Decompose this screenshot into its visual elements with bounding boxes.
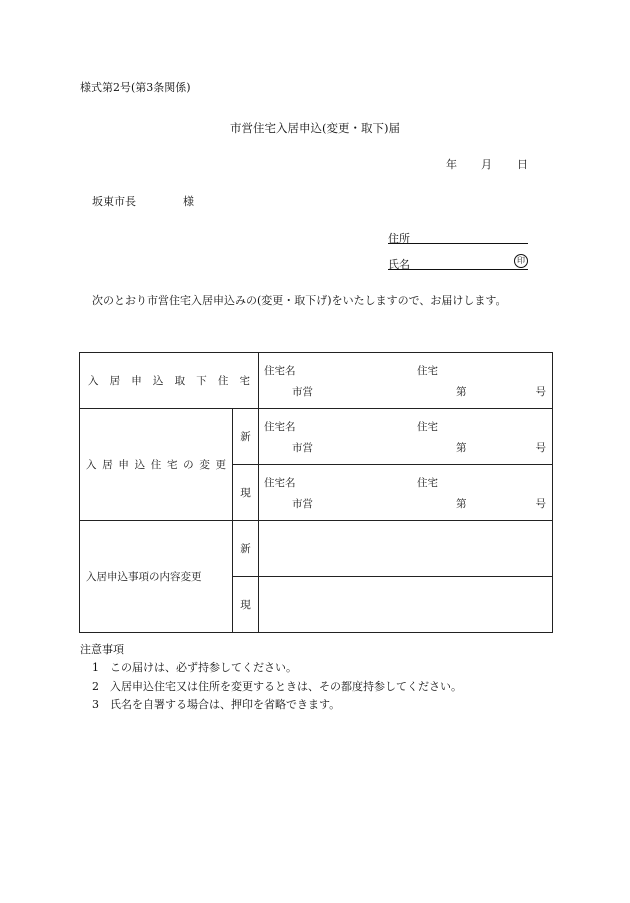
- label-char: 住: [217, 375, 229, 387]
- date-day-label: 日: [517, 158, 528, 171]
- date-year-label: 年: [446, 158, 457, 171]
- new-label: 新: [233, 521, 259, 577]
- number-suffix: 号: [535, 386, 546, 398]
- form-table: [79, 352, 553, 633]
- label-char: 込: [152, 375, 164, 387]
- note-item: 1 この届けは、必ず持参してください。: [92, 661, 297, 674]
- label-char: 申: [131, 375, 142, 387]
- number-prefix: 第: [456, 386, 467, 398]
- note-item: 3 氏名を自署する場合は、押印を省略できます。: [92, 698, 341, 711]
- house-cell: [259, 465, 553, 521]
- details-change-text: 入居申込事項の内容変更: [86, 571, 202, 583]
- label-char: 入: [86, 459, 97, 471]
- label-char: 居: [102, 459, 113, 471]
- addressee: 坂東市長: [92, 195, 136, 208]
- number-suffix: 号: [535, 442, 546, 454]
- house-cell: [259, 409, 553, 465]
- current-label: 現: [233, 577, 259, 633]
- form-number: 様式第2号(第3条関係): [80, 81, 191, 94]
- house-change-label: [80, 409, 233, 521]
- note-item: 2 入居申込住宅又は住所を変更するときは、その都度持参してください。: [92, 680, 462, 693]
- label-char: 宅: [166, 459, 178, 471]
- house-name-label: 住宅名: [264, 365, 296, 377]
- details-change-label: [80, 521, 233, 633]
- current-label: 現: [233, 465, 259, 521]
- label-char: 居: [109, 375, 121, 387]
- notes-title: 注意事項: [80, 643, 124, 656]
- table-row: [80, 409, 553, 465]
- label-char: 宅: [239, 375, 250, 387]
- label-char: 込: [134, 459, 146, 471]
- seal-mark: 印: [514, 254, 528, 268]
- label-char: 入: [88, 375, 99, 387]
- table-row: [80, 521, 553, 577]
- number-prefix: 第: [456, 442, 467, 454]
- date-month-label: 月: [481, 158, 492, 171]
- details-new-field[interactable]: [259, 521, 553, 577]
- name-label: 氏名: [388, 258, 410, 271]
- label-char: 申: [118, 459, 129, 471]
- house-label: 住宅: [417, 365, 438, 377]
- number-prefix: 第: [456, 498, 467, 510]
- name-line: [388, 269, 528, 270]
- label-char: 取: [174, 375, 186, 387]
- address-line: [388, 243, 528, 244]
- label-char: の: [183, 459, 194, 471]
- house-label: 住宅: [417, 421, 438, 433]
- house-label: 住宅: [417, 477, 438, 489]
- number-suffix: 号: [535, 498, 546, 510]
- house-name-label: 住宅名: [264, 477, 296, 489]
- city-label: 市営: [292, 386, 313, 398]
- label-char: 変: [199, 459, 210, 471]
- intro-text: 次のとおり市営住宅入居申込みの(変更・取下げ)をいたしますので、お届けします。: [92, 294, 507, 307]
- house-cell: [259, 353, 553, 409]
- city-label: 市営: [292, 498, 313, 510]
- new-label: 新: [233, 409, 259, 465]
- table-row: [80, 353, 553, 409]
- city-label: 市営: [292, 442, 313, 454]
- label-char: 住: [150, 459, 162, 471]
- address-label: 住所: [388, 232, 410, 245]
- document-title: 市営住宅入居申込(変更・取下)届: [230, 121, 400, 135]
- label-char: 下: [196, 375, 207, 387]
- label-char: 更: [215, 459, 226, 471]
- withdraw-label: [80, 353, 259, 409]
- details-current-field[interactable]: [259, 577, 553, 633]
- house-name-label: 住宅名: [264, 421, 296, 433]
- addressee-honorific: 様: [183, 195, 194, 208]
